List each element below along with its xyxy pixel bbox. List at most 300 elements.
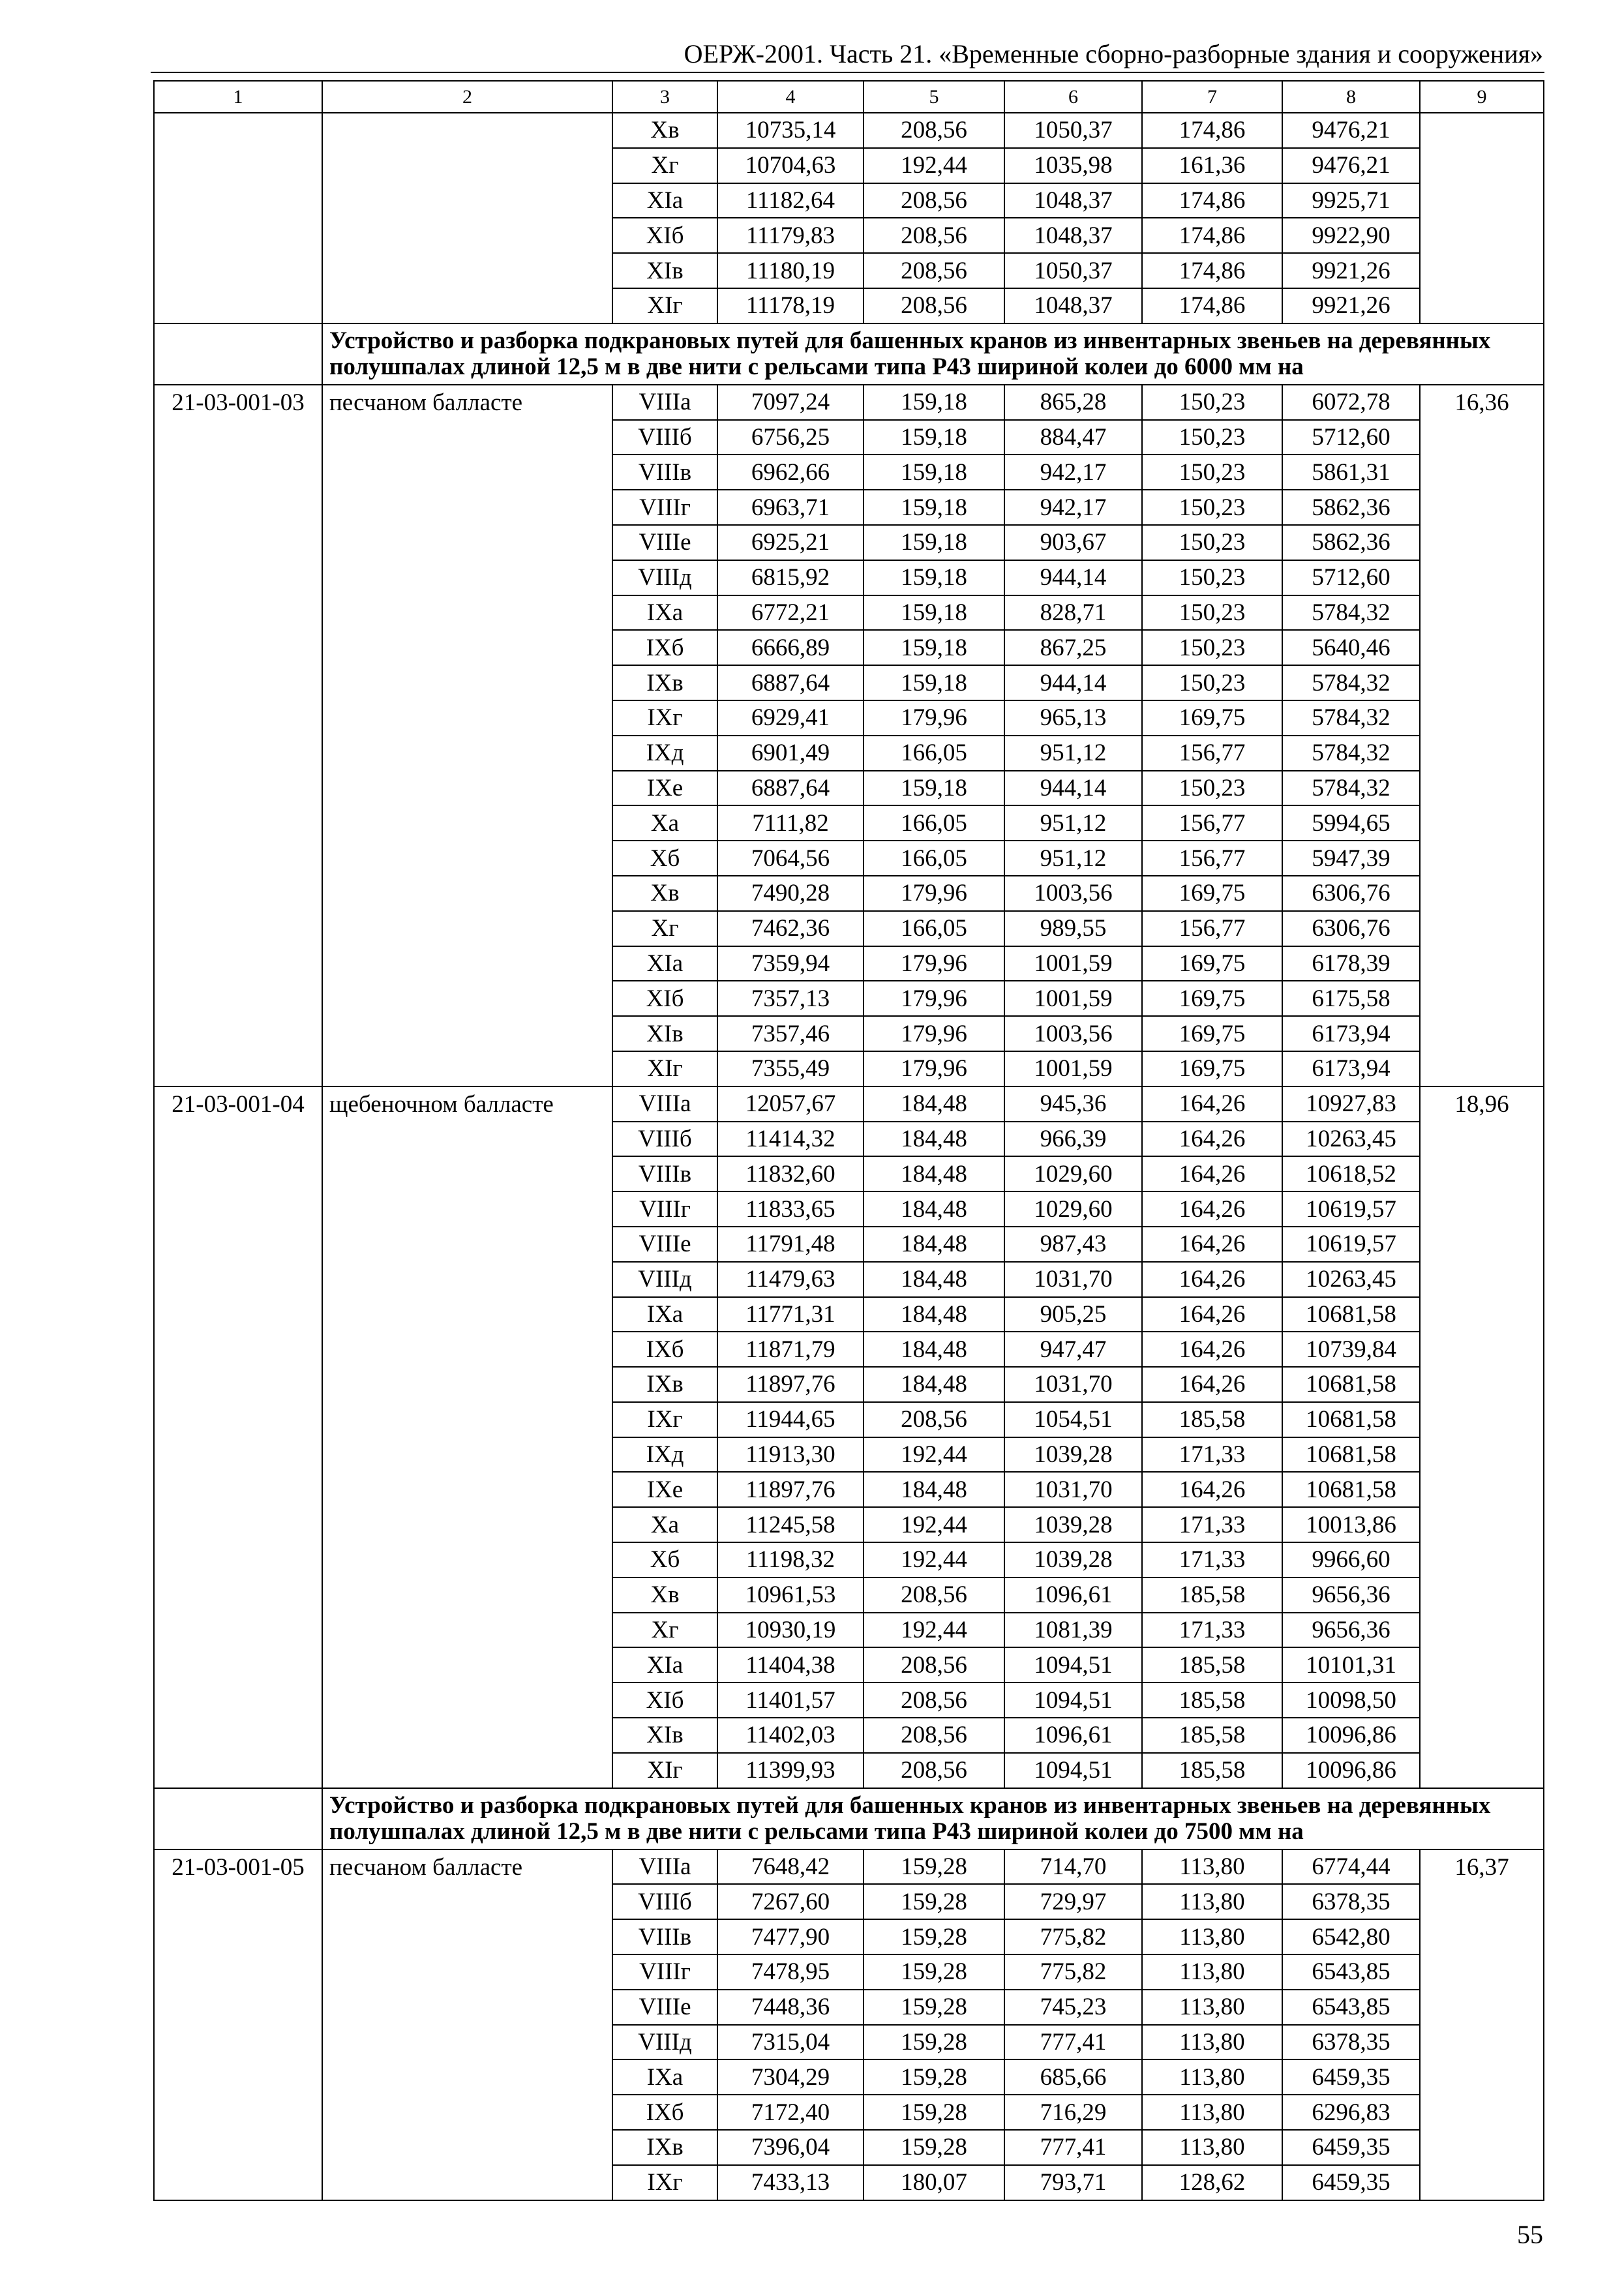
running-title: ОЕРЖ-2001. Часть 21. «Временные сборно-разборные здания и сооружения»	[684, 39, 1543, 68]
value-col5: 184,48	[864, 1332, 1004, 1367]
value-col5: 179,96	[864, 876, 1004, 911]
value-col8: 6173,94	[1282, 1051, 1420, 1086]
section-title	[322, 1788, 1544, 1849]
value-col8: 10096,86	[1282, 1718, 1420, 1753]
value-col5: 159,18	[864, 455, 1004, 490]
value-col8: 6543,85	[1282, 1990, 1420, 2025]
value-col5: 184,48	[864, 1472, 1004, 1507]
row-label: IXд	[612, 1437, 717, 1473]
section-title-line: Устройство и разборка подкрановых путей для башенных кранов из инвентарных звеньев на деревянных	[329, 327, 1491, 354]
section-empty-cell	[154, 1788, 322, 1849]
value-col5: 184,48	[864, 1191, 1004, 1227]
row-label: VIIIб	[612, 420, 717, 455]
value-col6: 729,97	[1004, 1884, 1142, 1919]
row-label: IXа	[612, 595, 717, 631]
value-col7: 113,80	[1142, 1919, 1282, 1954]
value-col5: 179,96	[864, 1051, 1004, 1086]
column-number: 4	[717, 81, 864, 113]
value-col8: 5784,32	[1282, 771, 1420, 806]
value-col6: 1001,59	[1004, 1051, 1142, 1086]
value-col5: 192,44	[864, 1507, 1004, 1542]
value-col4: 7477,90	[717, 1919, 864, 1954]
value-col8: 9921,26	[1282, 288, 1420, 323]
row-label: Xг	[612, 148, 717, 183]
value-col7: 113,80	[1142, 1884, 1282, 1919]
value-col5: 159,28	[864, 1919, 1004, 1954]
value-col8: 6178,39	[1282, 946, 1420, 981]
value-col6: 1003,56	[1004, 876, 1142, 911]
value-col6: 1039,28	[1004, 1437, 1142, 1473]
value-col5: 159,18	[864, 525, 1004, 560]
value-col8: 6378,35	[1282, 2025, 1420, 2060]
value-col7: 164,26	[1142, 1086, 1282, 1122]
value-col8: 6378,35	[1282, 1884, 1420, 1919]
value-col8: 10096,86	[1282, 1753, 1420, 1788]
value-col4: 10961,53	[717, 1578, 864, 1613]
value-col8: 10681,58	[1282, 1402, 1420, 1437]
header-rule	[151, 72, 1544, 73]
value-col4: 11399,93	[717, 1753, 864, 1788]
value-col5: 208,56	[864, 1718, 1004, 1753]
value-col4: 11897,76	[717, 1472, 864, 1507]
row-label: IXа	[612, 2059, 717, 2095]
section-title-line: полушпалах длиной 12,5 м в две нити с рельсами типа Р43 шириной колеи до 7500 мм на	[329, 1818, 1304, 1845]
column-number: 8	[1282, 81, 1420, 113]
row-label: IXв	[612, 2130, 717, 2165]
value-col4: 7097,24	[717, 385, 864, 420]
table-row	[154, 385, 1544, 420]
value-col7: 164,26	[1142, 1332, 1282, 1367]
value-col8: 10681,58	[1282, 1472, 1420, 1507]
value-col6: 716,29	[1004, 2095, 1142, 2130]
value-col5: 184,48	[864, 1262, 1004, 1297]
value-col8: 6774,44	[1282, 1849, 1420, 1885]
value-col8: 10927,83	[1282, 1086, 1420, 1122]
value-col4: 7304,29	[717, 2059, 864, 2095]
row-label: Xа	[612, 805, 717, 841]
column-number-row	[154, 81, 1544, 113]
value-col4: 12057,67	[717, 1086, 864, 1122]
row-label: IXб	[612, 1332, 717, 1367]
value-col8: 5712,60	[1282, 420, 1420, 455]
section-title-line: полушпалах длиной 12,5 м в две нити с рельсами типа Р43 шириной колеи до 6000 мм на	[329, 353, 1304, 380]
value-col5: 166,05	[864, 805, 1004, 841]
row-label: Xб	[612, 841, 717, 876]
value-col7: 156,77	[1142, 911, 1282, 946]
row-label: XIг	[612, 1051, 717, 1086]
value-col7: 150,23	[1142, 385, 1282, 420]
row-label: VIIIб	[612, 1122, 717, 1157]
value-col8: 10618,52	[1282, 1156, 1420, 1191]
value-col8: 10681,58	[1282, 1297, 1420, 1332]
value-col7: 185,58	[1142, 1753, 1282, 1788]
value-col8: 5712,60	[1282, 560, 1420, 595]
value-col6: 1054,51	[1004, 1402, 1142, 1437]
row-label: XIг	[612, 1753, 717, 1788]
value-col7: 171,33	[1142, 1507, 1282, 1542]
value-col8: 5784,32	[1282, 665, 1420, 700]
value-col5: 159,28	[864, 1884, 1004, 1919]
row-label: VIIIд	[612, 1262, 717, 1297]
value-col8: 9476,21	[1282, 148, 1420, 183]
value-col5: 179,96	[864, 981, 1004, 1016]
value-col4: 6666,89	[717, 630, 864, 665]
value-col8: 9921,26	[1282, 253, 1420, 288]
value-col4: 7357,13	[717, 981, 864, 1016]
value-col9	[1420, 113, 1544, 323]
value-col4: 11182,64	[717, 183, 864, 218]
table-row	[154, 1086, 1544, 1122]
column-number: 5	[864, 81, 1004, 113]
row-label: Xа	[612, 1507, 717, 1542]
value-col6: 951,12	[1004, 736, 1142, 771]
value-col7: 156,77	[1142, 805, 1282, 841]
page-number: 55	[1517, 2220, 1543, 2249]
value-col5: 159,18	[864, 385, 1004, 420]
value-col6: 944,14	[1004, 560, 1142, 595]
row-label: VIIIе	[612, 1990, 717, 2025]
value-col8: 9656,36	[1282, 1613, 1420, 1648]
value-col4: 10704,63	[717, 148, 864, 183]
value-col4: 7267,60	[717, 1884, 864, 1919]
value-col8: 9922,90	[1282, 218, 1420, 253]
value-col4: 11897,76	[717, 1367, 864, 1402]
value-col5: 184,48	[864, 1122, 1004, 1157]
value-col8: 10263,45	[1282, 1122, 1420, 1157]
column-number: 1	[154, 81, 322, 113]
section-title-line: Устройство и разборка подкрановых путей для башенных кранов из инвентарных звеньев на деревянных	[329, 1791, 1491, 1819]
value-col7: 185,58	[1142, 1718, 1282, 1753]
value-col8: 6459,35	[1282, 2059, 1420, 2095]
column-number: 7	[1142, 81, 1282, 113]
value-col5: 166,05	[864, 911, 1004, 946]
value-col4: 10735,14	[717, 113, 864, 148]
row-label: VIIIв	[612, 1156, 717, 1191]
value-col7: 174,86	[1142, 218, 1282, 253]
value-col4: 11401,57	[717, 1683, 864, 1718]
value-col5: 159,28	[864, 1849, 1004, 1885]
value-col6: 1031,70	[1004, 1262, 1142, 1297]
value-col5: 184,48	[864, 1297, 1004, 1332]
row-label: XIв	[612, 253, 717, 288]
value-col8: 5862,36	[1282, 490, 1420, 525]
row-label: XIб	[612, 981, 717, 1016]
value-col4: 11245,58	[717, 1507, 864, 1542]
value-col8: 10098,50	[1282, 1683, 1420, 1718]
rate-description	[322, 113, 612, 323]
value-col5: 159,28	[864, 1990, 1004, 2025]
column-number: 2	[322, 81, 612, 113]
value-col7: 171,33	[1142, 1542, 1282, 1578]
value-col5: 208,56	[864, 113, 1004, 148]
value-col7: 169,75	[1142, 981, 1282, 1016]
value-col6: 905,25	[1004, 1297, 1142, 1332]
value-col6: 1050,37	[1004, 253, 1142, 288]
value-col6: 1039,28	[1004, 1542, 1142, 1578]
rate-code: 21-03-001-03	[154, 385, 322, 1086]
value-col5: 159,28	[864, 1954, 1004, 1990]
value-col5: 159,18	[864, 560, 1004, 595]
value-col5: 159,28	[864, 2059, 1004, 2095]
row-label: VIIIе	[612, 1227, 717, 1262]
row-label: VIIIв	[612, 1919, 717, 1954]
value-col7: 150,23	[1142, 525, 1282, 560]
rate-code	[154, 113, 322, 323]
value-col6: 1094,51	[1004, 1683, 1142, 1718]
value-col8: 6306,76	[1282, 876, 1420, 911]
value-col7: 150,23	[1142, 665, 1282, 700]
value-col4: 7357,46	[717, 1016, 864, 1051]
value-col5: 159,28	[864, 2025, 1004, 2060]
value-col7: 174,86	[1142, 253, 1282, 288]
value-col6: 1094,51	[1004, 1753, 1142, 1788]
value-col7: 174,86	[1142, 113, 1282, 148]
value-col6: 1048,37	[1004, 288, 1142, 323]
value-col5: 192,44	[864, 1542, 1004, 1578]
value-col7: 161,36	[1142, 148, 1282, 183]
value-col8: 10013,86	[1282, 1507, 1420, 1542]
value-col6: 867,25	[1004, 630, 1142, 665]
value-col7: 185,58	[1142, 1683, 1282, 1718]
value-col6: 903,67	[1004, 525, 1142, 560]
value-col6: 1096,61	[1004, 1718, 1142, 1753]
row-label: Xв	[612, 876, 717, 911]
value-col6: 966,39	[1004, 1122, 1142, 1157]
value-col7: 185,58	[1142, 1578, 1282, 1613]
value-col7: 185,58	[1142, 1402, 1282, 1437]
value-col7: 113,80	[1142, 1849, 1282, 1885]
value-col6: 944,14	[1004, 771, 1142, 806]
value-col8: 10681,58	[1282, 1367, 1420, 1402]
value-col6: 793,71	[1004, 2165, 1142, 2200]
value-col6: 1003,56	[1004, 1016, 1142, 1051]
value-col5: 184,48	[864, 1086, 1004, 1122]
value-col8: 9925,71	[1282, 183, 1420, 218]
value-col8: 5861,31	[1282, 455, 1420, 490]
value-col8: 6459,35	[1282, 2165, 1420, 2200]
value-col4: 11178,19	[717, 288, 864, 323]
value-col4: 11479,63	[717, 1262, 864, 1297]
value-col5: 208,56	[864, 1647, 1004, 1683]
value-col6: 947,47	[1004, 1332, 1142, 1367]
value-col8: 5640,46	[1282, 630, 1420, 665]
value-col6: 1029,60	[1004, 1191, 1142, 1227]
value-col6: 884,47	[1004, 420, 1142, 455]
value-col4: 11414,32	[717, 1122, 864, 1157]
value-col6: 828,71	[1004, 595, 1142, 631]
value-col5: 159,18	[864, 630, 1004, 665]
value-col7: 113,80	[1142, 1990, 1282, 2025]
section-empty-cell	[154, 323, 322, 385]
row-label: IXг	[612, 2165, 717, 2200]
value-col8: 10619,57	[1282, 1227, 1420, 1262]
row-label: Xг	[612, 911, 717, 946]
value-col6: 1048,37	[1004, 183, 1142, 218]
value-col5: 159,28	[864, 2130, 1004, 2165]
value-col6: 775,82	[1004, 1919, 1142, 1954]
value-col6: 1048,37	[1004, 218, 1142, 253]
value-col7: 156,77	[1142, 841, 1282, 876]
value-col9: 18,96	[1420, 1086, 1544, 1788]
value-col7: 185,58	[1142, 1647, 1282, 1683]
value-col6: 987,43	[1004, 1227, 1142, 1262]
row-label: IXд	[612, 736, 717, 771]
row-label: VIIIа	[612, 1849, 717, 1885]
value-col5: 159,18	[864, 420, 1004, 455]
value-col4: 11944,65	[717, 1402, 864, 1437]
value-col5: 159,18	[864, 771, 1004, 806]
value-col4: 7396,04	[717, 2130, 864, 2165]
value-col7: 174,86	[1142, 288, 1282, 323]
value-col8: 5994,65	[1282, 805, 1420, 841]
value-col4: 7064,56	[717, 841, 864, 876]
value-col5: 159,18	[864, 490, 1004, 525]
value-col6: 777,41	[1004, 2130, 1142, 2165]
rate-description: песчаном балласте	[322, 385, 612, 1086]
value-col8: 9656,36	[1282, 1578, 1420, 1613]
value-col6: 944,14	[1004, 665, 1142, 700]
value-col7: 150,23	[1142, 595, 1282, 631]
value-col4: 7315,04	[717, 2025, 864, 2060]
rate-description: песчаном балласте	[322, 1849, 612, 2200]
value-col8: 6542,80	[1282, 1919, 1420, 1954]
value-col5: 192,44	[864, 1437, 1004, 1473]
rate-code: 21-03-001-05	[154, 1849, 322, 2200]
value-col6: 945,36	[1004, 1086, 1142, 1122]
rate-code: 21-03-001-04	[154, 1086, 322, 1788]
value-col8: 6459,35	[1282, 2130, 1420, 2165]
row-label: IXб	[612, 2095, 717, 2130]
row-label: IXв	[612, 1367, 717, 1402]
value-col8: 6072,78	[1282, 385, 1420, 420]
rate-description: щебеночном балласте	[322, 1086, 612, 1788]
value-col5: 159,18	[864, 595, 1004, 631]
value-col7: 150,23	[1142, 490, 1282, 525]
value-col6: 1035,98	[1004, 148, 1142, 183]
value-col6: 865,28	[1004, 385, 1142, 420]
row-label: IXа	[612, 1297, 717, 1332]
value-col5: 208,56	[864, 183, 1004, 218]
value-col6: 1001,59	[1004, 946, 1142, 981]
value-col7: 174,86	[1142, 183, 1282, 218]
value-col9: 16,37	[1420, 1849, 1544, 2200]
value-col4: 7648,42	[717, 1849, 864, 1885]
value-col8: 9476,21	[1282, 113, 1420, 148]
column-number: 9	[1420, 81, 1544, 113]
value-col5: 208,56	[864, 218, 1004, 253]
value-col8: 6175,58	[1282, 981, 1420, 1016]
value-col8: 5947,39	[1282, 841, 1420, 876]
section-header-row	[154, 323, 1544, 385]
value-col4: 7490,28	[717, 876, 864, 911]
value-col5: 179,96	[864, 1016, 1004, 1051]
value-col6: 951,12	[1004, 841, 1142, 876]
value-col8: 5784,32	[1282, 595, 1420, 631]
value-col4: 11832,60	[717, 1156, 864, 1191]
value-col4: 11871,79	[717, 1332, 864, 1367]
row-label: XIб	[612, 1683, 717, 1718]
row-label: XIа	[612, 1647, 717, 1683]
value-col6: 1029,60	[1004, 1156, 1142, 1191]
value-col7: 113,80	[1142, 2095, 1282, 2130]
value-col4: 7448,36	[717, 1990, 864, 2025]
value-col4: 11404,38	[717, 1647, 864, 1683]
value-col8: 5784,32	[1282, 736, 1420, 771]
value-col5: 208,56	[864, 1578, 1004, 1613]
row-label: Xг	[612, 1613, 717, 1648]
value-col6: 1039,28	[1004, 1507, 1142, 1542]
value-col6: 1031,70	[1004, 1472, 1142, 1507]
row-label: VIIIб	[612, 1884, 717, 1919]
value-col6: 685,66	[1004, 2059, 1142, 2095]
value-col6: 1031,70	[1004, 1367, 1142, 1402]
value-col4: 6887,64	[717, 771, 864, 806]
value-col4: 7433,13	[717, 2165, 864, 2200]
value-col7: 171,33	[1142, 1613, 1282, 1648]
value-col6: 965,13	[1004, 700, 1142, 736]
value-col5: 208,56	[864, 288, 1004, 323]
value-col4: 6901,49	[717, 736, 864, 771]
value-col8: 10681,58	[1282, 1437, 1420, 1473]
value-col7: 164,26	[1142, 1297, 1282, 1332]
value-col7: 150,23	[1142, 560, 1282, 595]
value-col7: 164,26	[1142, 1227, 1282, 1262]
value-col7: 164,26	[1142, 1262, 1282, 1297]
value-col8: 9966,60	[1282, 1542, 1420, 1578]
row-label: XIв	[612, 1016, 717, 1051]
value-col8: 5784,32	[1282, 700, 1420, 736]
value-col4: 6962,66	[717, 455, 864, 490]
value-col7: 164,26	[1142, 1122, 1282, 1157]
value-col4: 11771,31	[717, 1297, 864, 1332]
row-label: VIIIд	[612, 2025, 717, 2060]
row-label: XIг	[612, 288, 717, 323]
value-col6: 745,23	[1004, 1990, 1142, 2025]
value-col6: 942,17	[1004, 455, 1142, 490]
value-col6: 1050,37	[1004, 113, 1142, 148]
row-label: VIIIг	[612, 1954, 717, 1990]
row-label: VIIIг	[612, 490, 717, 525]
value-col7: 150,23	[1142, 771, 1282, 806]
value-col7: 169,75	[1142, 700, 1282, 736]
value-col8: 5862,36	[1282, 525, 1420, 560]
row-label: IXе	[612, 1472, 717, 1507]
row-label: IXг	[612, 1402, 717, 1437]
row-label: IXб	[612, 630, 717, 665]
value-col4: 11913,30	[717, 1437, 864, 1473]
value-col9: 16,36	[1420, 385, 1544, 1086]
row-label: VIIIв	[612, 455, 717, 490]
row-label: Xв	[612, 113, 717, 148]
value-col6: 989,55	[1004, 911, 1142, 946]
value-col4: 6815,92	[717, 560, 864, 595]
value-col6: 1081,39	[1004, 1613, 1142, 1648]
value-col4: 6925,21	[717, 525, 864, 560]
value-col5: 166,05	[864, 736, 1004, 771]
value-col7: 164,26	[1142, 1191, 1282, 1227]
value-col4: 6929,41	[717, 700, 864, 736]
value-col5: 166,05	[864, 841, 1004, 876]
value-col6: 1096,61	[1004, 1578, 1142, 1613]
section-title	[322, 323, 1544, 385]
row-label: XIб	[612, 218, 717, 253]
value-col6: 777,41	[1004, 2025, 1142, 2060]
value-col4: 11179,83	[717, 218, 864, 253]
value-col7: 169,75	[1142, 946, 1282, 981]
row-label: VIIIг	[612, 1191, 717, 1227]
value-col5: 184,48	[864, 1367, 1004, 1402]
value-col4: 6756,25	[717, 420, 864, 455]
